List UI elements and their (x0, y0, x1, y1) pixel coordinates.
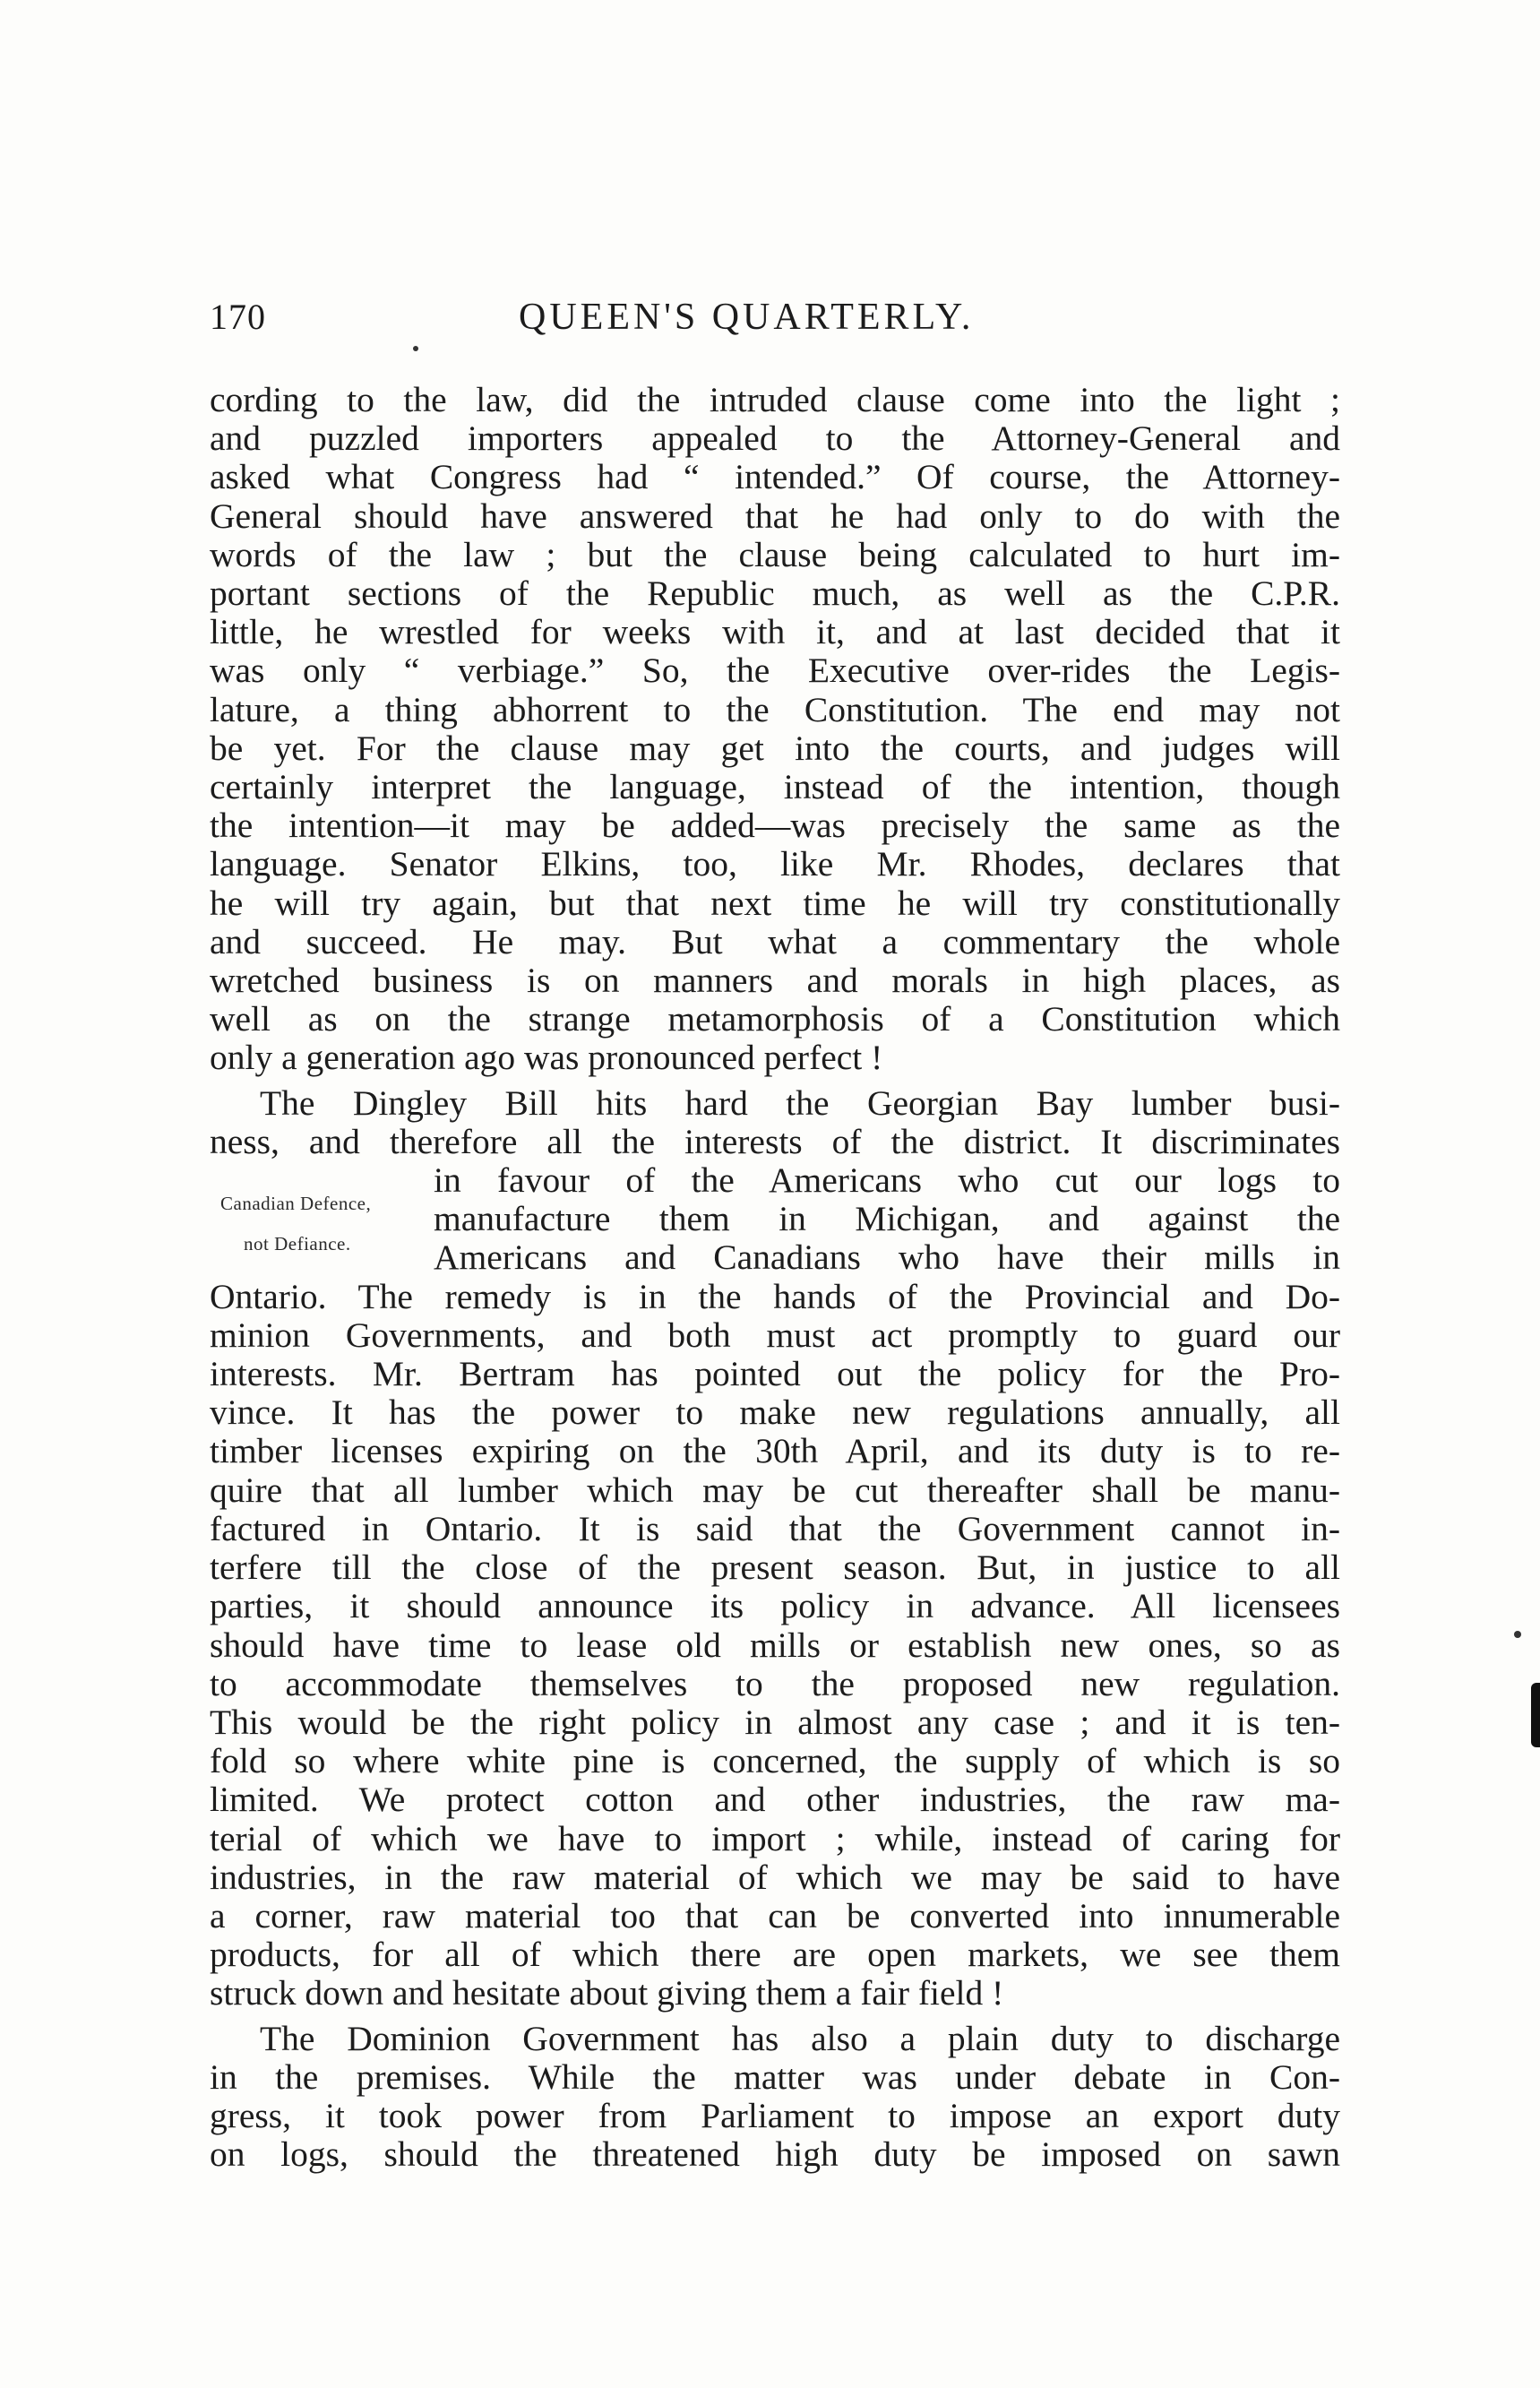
text-line: fold so where white pine is concerned, the supply of which is so (210, 1742, 1340, 1781)
paragraph (210, 381, 1340, 1078)
text-line: be yet. For the clause may get into the courts, and judges will (210, 728, 1340, 768)
margin-note: not Defiance. (244, 1233, 351, 1254)
text-line: limited. We protect cotton and other industries, the raw ma- (210, 1780, 1340, 1820)
text-line: asked what Congress had “ intended.” Of course, the Attorney- (210, 458, 1340, 497)
text-line: in the premises. While the matter was under debate in Con- (210, 2057, 1340, 2097)
text-line: interests. Mr. Bertram has pointed out the policy for the Pro- (210, 1355, 1340, 1394)
page-number: 170 (210, 297, 266, 337)
text-line: little, he wrestled for weeks with it, and at last decided that it (210, 613, 1340, 652)
text-line: in favour of the Americans who cut our logs to (434, 1161, 1340, 1201)
text-line: well as on the strange metamorphosis of a Constitution which (210, 1000, 1340, 1039)
text-line: terial of which we have to import ; while, instead of caring for (210, 1819, 1340, 1858)
text-line: certainly interpret the language, instead of the intention, though (210, 768, 1340, 807)
print-speck (1514, 1631, 1521, 1638)
print-speck (413, 346, 418, 351)
text-line: minion Governments, and both must act promptly to guard our (210, 1315, 1340, 1355)
text-line: manufacture them in Michigan, and against the (434, 1200, 1340, 1239)
text-line: Americans and Canadians who have their mills in (434, 1238, 1340, 1278)
text-line: words of the law ; but the clause being calculated to hurt im- (210, 535, 1340, 574)
text-line: timber licenses expiring on the 30th April, and its duty is to re- (210, 1432, 1340, 1471)
text-line: should have time to lease old mills or establish new ones, so as (210, 1625, 1340, 1665)
text-line: industries, in the raw material of which we may be said to have (210, 1858, 1340, 1897)
text-line: cording to the law, did the intruded clause come into the light ; (210, 381, 1340, 419)
text-line: a corner, raw material too that can be converted into innumerable (210, 1896, 1340, 1935)
running-head (210, 296, 1338, 349)
text-line: he will try again, but that next time he will try constitutionally (210, 884, 1340, 923)
paragraph (210, 2020, 1340, 2175)
text-line: ness, and therefore all the interests of the district. It discriminates (210, 1122, 1340, 1161)
text-line: factured in Ontario. It is said that the Government cannot in- (210, 1509, 1340, 1548)
margin-note: Canadian Defence, (220, 1193, 372, 1214)
text-line: lature, a thing abhorrent to the Constitution. The end may not (210, 690, 1340, 729)
text-line: The Dingley Bill hits hard the Georgian Bay lumber busi- (260, 1083, 1340, 1123)
text-line: vince. It has the power to make new regulations annually, all (210, 1393, 1340, 1433)
text-line: portant sections of the Republic much, as well as the C.P.R. (210, 574, 1340, 614)
text-line: quire that all lumber which may be cut thereafter shall be manu- (210, 1470, 1340, 1510)
text-line: and puzzled importers appealed to the Attorney-General and (210, 419, 1340, 459)
text-line: Ontario. The remedy is in the hands of the Provincial and Do- (210, 1277, 1340, 1316)
text-line: only a generation ago was pronounced perfect ! (210, 1039, 883, 1078)
page-edge-mark (1531, 1683, 1540, 1747)
text-line: and succeed. He may. But what a commentary the whole (210, 922, 1340, 961)
text-line: language. Senator Elkins, too, like Mr. Rhodes, declares that (210, 845, 1340, 884)
text-line: was only “ verbiage.” So, the Executive over-rides the Legis- (210, 651, 1340, 691)
text-line: The Dominion Government has also a plain duty to discharge (260, 2019, 1340, 2058)
text-line: This would be the right policy in almost any case ; and it is ten- (210, 1703, 1340, 1742)
text-line: products, for all of which there are open markets, we see them (210, 1935, 1340, 1975)
text-line: wretched business is on manners and morals in high places, as (210, 961, 1340, 1001)
text-line: to accommodate themselves to the proposed new regulation. (210, 1664, 1340, 1703)
text-line: struck down and hesitate about giving them a fair field ! (210, 1974, 1004, 2013)
text-line: parties, it should announce its policy in advance. All licensees (210, 1587, 1340, 1626)
text-line: on logs, should the threatened high duty be imposed on sawn (210, 2135, 1340, 2175)
paragraph (210, 1084, 1340, 2013)
running-title: QUEEN'S QUARTERLY. (519, 297, 975, 338)
text-line: gress, it took power from Parliament to impose an export duty (210, 2096, 1340, 2135)
text-line: General should have answered that he had only to do with the (210, 496, 1340, 536)
text-line: the intention—it may be added—was precisely the same as the (210, 806, 1340, 846)
text-line: terfere till the close of the present season. But, in justice to all (210, 1548, 1340, 1588)
body-text (210, 381, 1340, 2174)
